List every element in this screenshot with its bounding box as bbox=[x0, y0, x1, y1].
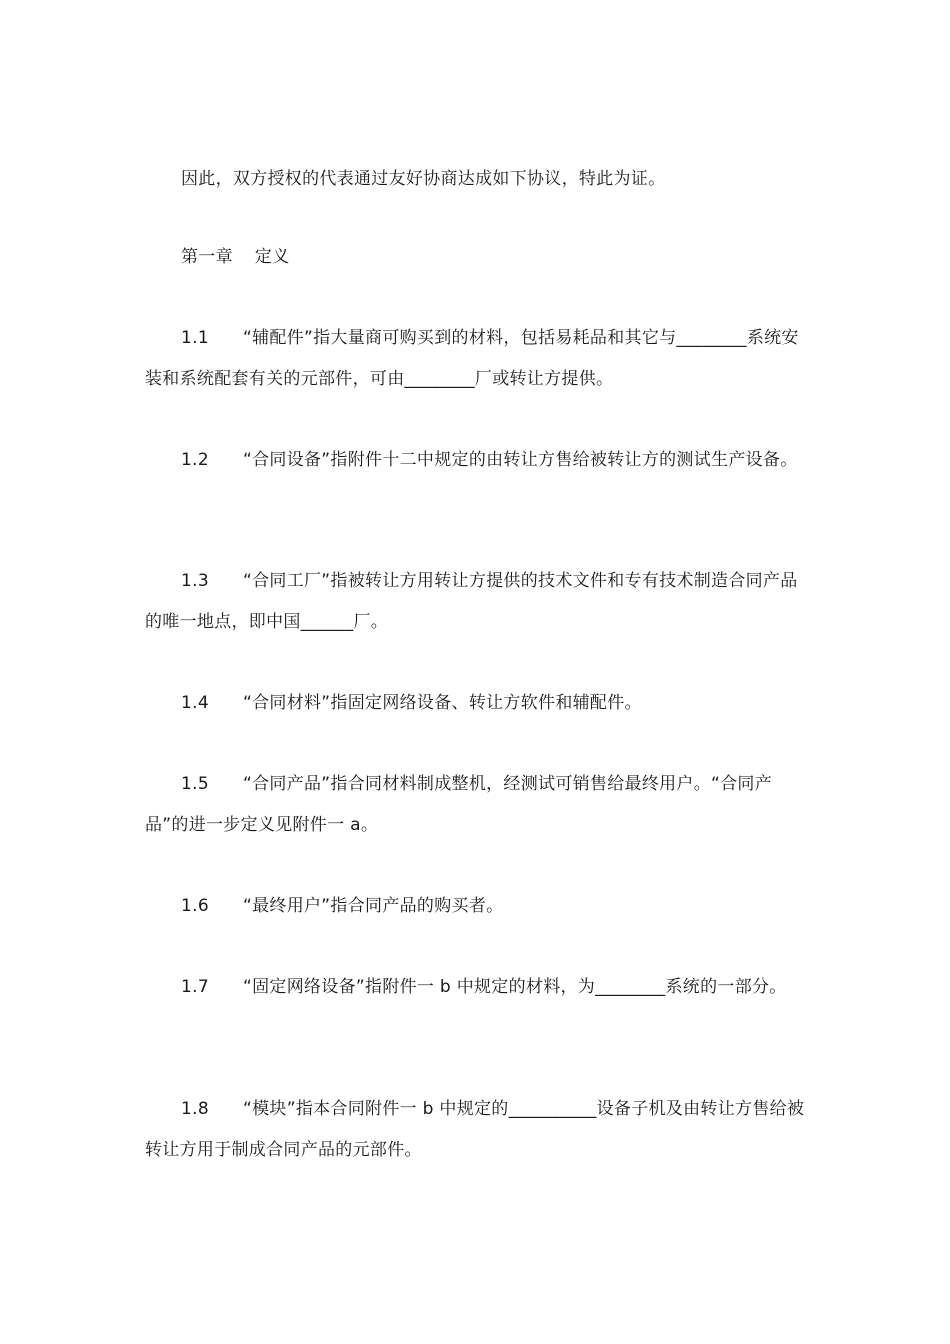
clause-number: 1.4 bbox=[181, 693, 209, 713]
clause-1-8 bbox=[145, 1089, 805, 1171]
clause-text: “固定网络设备”指附件一 b 中规定的材料，为________系统的一部分。 bbox=[243, 977, 787, 997]
clause-text: “模块”指本合同附件一 b 中规定的__________设备子机及由转让方售给被转让方用于制成合同产品的元部件。 bbox=[145, 1099, 805, 1160]
clause-1-6 bbox=[145, 886, 805, 927]
clause-text: “辅配件”指大量商可购买到的材料，包括易耗品和其它与________系统安装和系统配套有关的元部件，可由________厂或转让方提供。 bbox=[145, 328, 799, 389]
clause-1-5 bbox=[145, 764, 805, 846]
clause-number: 1.3 bbox=[181, 571, 209, 591]
clause-number: 1.5 bbox=[181, 774, 209, 794]
clause-number: 1.2 bbox=[181, 450, 209, 470]
clause-1-4 bbox=[145, 683, 805, 724]
clause-number: 1.6 bbox=[181, 896, 209, 916]
chapter-number: 第一章 bbox=[181, 247, 233, 267]
clause-number: 1.8 bbox=[181, 1099, 209, 1119]
clause-1-7 bbox=[145, 967, 805, 1008]
chapter-title: 定义 bbox=[254, 247, 290, 267]
clause-text: “合同设备”指附件十二中规定的由转让方售给被转让方的测试生产设备。 bbox=[243, 450, 798, 470]
clause-text: “合同工厂”指被转让方用转让方提供的技术文件和专有技术制造合同产品的唯一地点，即中国______厂。 bbox=[145, 571, 798, 632]
clause-text: “合同材料”指固定网络设备、转让方软件和辅配件。 bbox=[243, 693, 642, 713]
clause-1-2 bbox=[145, 440, 805, 481]
clause-number: 1.1 bbox=[181, 328, 209, 348]
clause-text: “最终用户”指合同产品的购买者。 bbox=[243, 896, 504, 916]
clause-number: 1.7 bbox=[181, 977, 209, 997]
clause-text: “合同产品”指合同材料制成整机，经测试可销售给最终用户。“合同产品”的进一步定义见附件一 a。 bbox=[145, 774, 773, 835]
clause-1-3 bbox=[145, 561, 805, 643]
intro-paragraph: 因此，双方授权的代表通过友好协商达成如下协议，特此为证。 bbox=[181, 169, 666, 189]
chapter-heading bbox=[145, 237, 805, 278]
clause-1-1 bbox=[145, 318, 805, 400]
